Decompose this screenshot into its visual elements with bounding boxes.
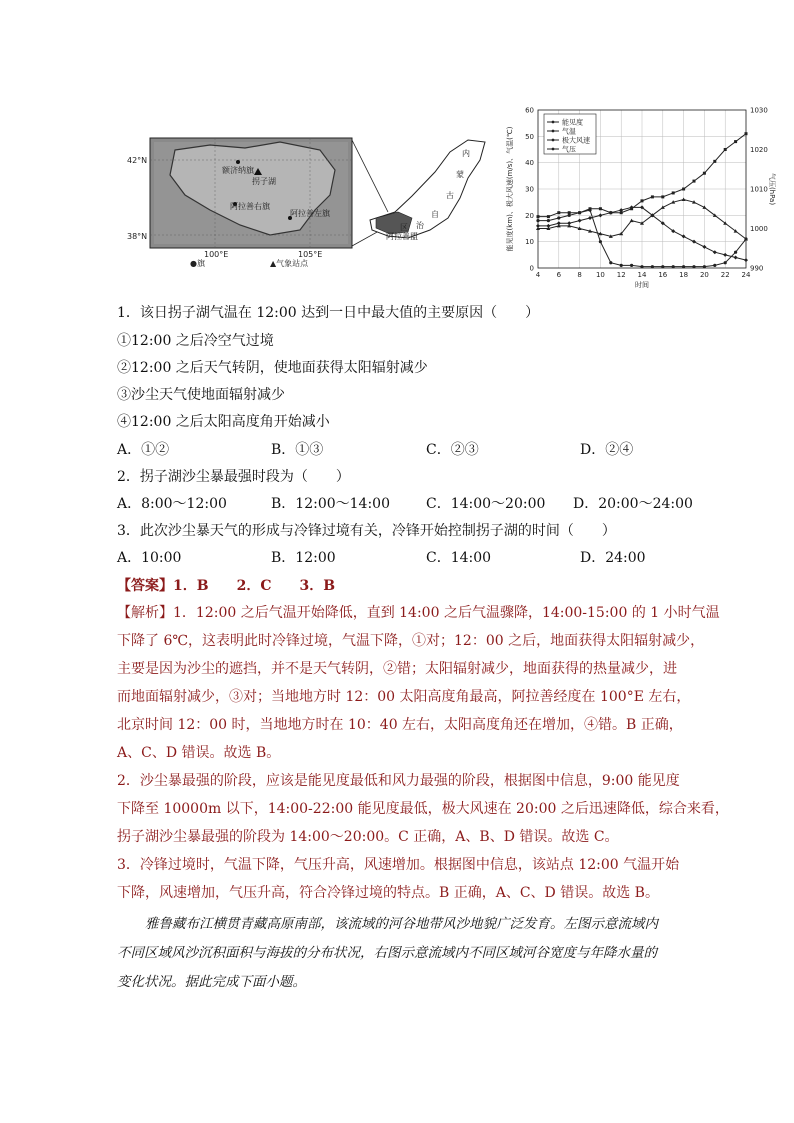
y-tick-label-left: 60 — [525, 106, 534, 115]
data-point — [630, 207, 633, 210]
data-point — [589, 207, 592, 210]
data-point — [734, 255, 738, 259]
region-map — [127, 100, 512, 270]
data-point — [682, 188, 685, 191]
data-point — [609, 211, 612, 214]
data-point — [692, 240, 696, 244]
q3-option-c: C．14:00 — [426, 550, 492, 566]
inset-char-3: 古 — [446, 191, 454, 200]
q1-option-b: B．①③ — [271, 442, 324, 458]
x-tick-label: 22 — [720, 271, 730, 279]
data-point — [598, 213, 602, 217]
question-2: 2．拐子湖沙尘暴最强时段为（ ） — [117, 469, 350, 485]
legend-marker — [552, 148, 555, 151]
question-1: 1．该日拐子湖气温在 12:00 达到一日中最大值的主要原因（ ） — [117, 305, 540, 321]
inset-label: 阿拉善盟 — [386, 232, 418, 241]
data-point — [547, 219, 550, 222]
intro-line: 不同区域风沙沉积面积与海拔的分布状况，右图示意流域内不同区域河谷宽度与年降水量的 — [117, 945, 657, 961]
q3-option-a: A．10:00 — [117, 550, 182, 566]
data-point — [724, 261, 727, 264]
legend-marker — [552, 130, 555, 133]
data-point — [702, 245, 706, 249]
q3-option-b: B．12:00 — [271, 550, 336, 566]
next-question-intro — [117, 910, 677, 997]
y-tick-label-right: 1020 — [750, 146, 768, 154]
intro-line: 变化状况。据此完成下面小题。 — [117, 974, 306, 990]
data-point — [641, 199, 644, 202]
legend-label: 气压 — [562, 145, 576, 154]
data-point — [630, 264, 633, 267]
data-point — [744, 258, 748, 262]
data-point — [630, 219, 634, 223]
data-point — [682, 234, 686, 238]
x-tick-label: 8 — [577, 271, 582, 279]
data-point — [682, 265, 685, 268]
place-guaizi-lake: 拐子湖 — [252, 177, 276, 186]
x-tick-label: 14 — [637, 271, 647, 279]
y-tick-label-right: 1010 — [750, 185, 768, 194]
x-tick-label: 18 — [679, 271, 689, 279]
data-point — [537, 215, 540, 218]
explanation-line: 下降，风速增加，气压升高，符合冷锋过境的特点。B 正确，A、C、D 错误。故选 B。 — [117, 885, 659, 901]
data-point — [703, 172, 706, 175]
data-point — [568, 211, 571, 214]
place-alashan-right: 阿拉善右旗 — [230, 202, 270, 211]
explanation — [117, 599, 729, 907]
explanation-line: 而地面辐射减少，③对；当地地方时 12：00 太阳高度角最高，阿拉善经度在 100°E 左右， — [117, 689, 691, 705]
data-point — [599, 207, 602, 210]
legend-marker — [552, 121, 555, 124]
y-tick-label-left: 0 — [529, 264, 534, 273]
x-tick-label: 20 — [699, 271, 709, 279]
data-point — [723, 253, 727, 257]
data-point — [703, 265, 706, 268]
answer-line: 【答案】1．B 2．C 3．B — [117, 578, 336, 594]
data-point — [693, 180, 696, 183]
intro-line: 雅鲁藏布江横贯青藏高原南部，该流域的河谷地带风沙地貌广泛发育。左图示意流域内 — [145, 916, 658, 932]
y-tick-label-left: 30 — [525, 185, 534, 194]
q2-option-a: A．8:00～12:00 — [117, 496, 227, 512]
data-point — [651, 265, 654, 268]
y-axis-label-left: 能见度(km)、极大风速(m/s)、气温(℃) — [506, 126, 514, 252]
data-point — [682, 198, 686, 202]
q2-option-d: D．20:00～24:00 — [573, 496, 693, 512]
data-point — [713, 160, 716, 163]
q1-statement-1: ①12:00 之后冷空气过境 — [117, 333, 274, 349]
chart-legend — [544, 114, 596, 154]
y-tick-label-right: 1030 — [750, 106, 768, 115]
lat-42-label: 42°N — [127, 156, 148, 165]
data-point — [620, 264, 623, 267]
x-tick-label: 16 — [658, 271, 668, 279]
q1-option-c: C．②③ — [426, 442, 479, 458]
explanation-line: 【解析】1．12:00 之后气温开始降低，直到 14:00 之后气温骤降，14:00-15:00 的 1 小时气温 — [117, 605, 720, 621]
y-tick-label-right: 990 — [750, 264, 764, 273]
legend-label: 气温 — [562, 127, 576, 136]
x-axis-label: 时间 — [635, 281, 649, 289]
y-tick-label-left: 50 — [525, 132, 534, 141]
q3-option-d: D．24:00 — [580, 550, 646, 566]
y-tick-label-left: 20 — [525, 211, 534, 220]
inset-char-5: 治 — [416, 221, 424, 230]
data-point — [692, 265, 695, 268]
question-3: 3．此次沙尘暴天气的形成与冷锋过境有关，冷锋开始控制拐子湖的时间（ ） — [117, 523, 616, 539]
inset-char-4: 自 — [431, 210, 439, 219]
data-point — [578, 211, 581, 214]
x-tick-label: 6 — [556, 271, 562, 279]
explanation-line: 3．冷锋过境时，气温下降，气压升高，风速增加。根据图中信息，该站点 12:00 气温开始 — [117, 857, 680, 873]
explanation-line: 2．沙尘暴最强的阶段，应该是能见度最低和风力最强的阶段，根据图中信息，9:00 能见度 — [117, 773, 680, 789]
q2-option-c: C．14:00～20:00 — [426, 496, 546, 512]
data-point — [724, 148, 727, 151]
x-tick-label: 24 — [741, 271, 751, 279]
legend-banner: ●旗 — [190, 259, 205, 268]
data-point — [578, 219, 582, 223]
q1-option-d: D．②④ — [580, 442, 634, 458]
y-tick-label-left: 10 — [525, 238, 534, 247]
weather-line-chart — [500, 100, 775, 298]
explanation-line: 主要是因为沙尘的遮挡，并不是天气转阴，②错；太阳辐射减少，地面获得的热量减少，进 — [117, 661, 677, 677]
inset-char-1: 内 — [462, 149, 470, 158]
data-point — [734, 251, 737, 254]
q2-option-b: B．12:00～14:00 — [271, 496, 390, 512]
y-tick-label-right: 1000 — [750, 225, 768, 233]
data-point — [568, 214, 571, 217]
data-point — [640, 265, 643, 268]
legend-marker — [552, 139, 555, 142]
y-tick-label-left: 40 — [525, 159, 534, 168]
data-point — [609, 261, 612, 264]
data-point — [620, 211, 623, 214]
data-point — [536, 219, 539, 222]
explanation-line: A、C、D 错误。故选 B。 — [117, 745, 281, 761]
place-ejina: 额济纳旗 — [222, 166, 254, 175]
data-point — [588, 216, 592, 220]
place-alashan-left: 阿拉善左旗 — [290, 209, 330, 218]
data-point — [661, 265, 664, 268]
q1-statement-2: ②12:00 之后天气转阴，使地面获得太阳辐射减少 — [117, 360, 428, 376]
data-point — [661, 195, 664, 198]
data-point — [745, 132, 748, 135]
inset-char-2: 蒙 — [456, 170, 464, 179]
x-tick-label: 10 — [595, 271, 605, 279]
data-point — [599, 240, 602, 243]
explanation-line: 北京时间 12：00 时，当地地方时在 10：40 左右，太阳高度角还在增加，④错。B 正确， — [117, 717, 683, 733]
explanation-line: 下降至 10000m 以下，14:00-22:00 能见度最低，极大风速在 20:00 之后迅速降低，综合来看， — [117, 801, 729, 817]
explanation-line: 拐子湖沙尘暴最强的阶段为 14:00～20:00。C 正确，A、B、D 错误。故选 C。 — [117, 829, 619, 845]
legend-label: 极大风速 — [562, 136, 590, 145]
data-point — [734, 140, 737, 143]
legend-label: 能见度 — [562, 118, 583, 127]
data-point — [547, 215, 550, 218]
lat-38-label: 38°N — [127, 232, 148, 241]
q1-option-a: A．①② — [117, 442, 170, 458]
data-point — [557, 211, 560, 214]
lon-100-label: 100°E — [204, 250, 229, 259]
inset-char-6: 区 — [400, 223, 408, 232]
lon-105-label: 105°E — [298, 250, 323, 259]
data-point — [651, 195, 654, 198]
legend-station: ▲气象站点 — [270, 259, 309, 268]
explanation-line: 下降了 6℃，这表明此时冷锋过境，气温下降，①对；12：00 之后，地面获得太阳辐射减少， — [117, 633, 705, 649]
data-point — [713, 250, 717, 254]
data-point — [713, 264, 716, 267]
x-tick-label: 4 — [535, 271, 541, 279]
data-point — [557, 216, 560, 219]
x-tick-label: 12 — [616, 271, 626, 279]
q1-statement-3: ③沙尘天气使地面辐射减少 — [117, 387, 285, 403]
data-point — [672, 191, 675, 194]
data-point — [672, 265, 675, 268]
y-axis-label-right: 气压(hPa) — [768, 172, 776, 206]
q1-statement-4: ④12:00 之后太阳高度角开始减小 — [117, 414, 330, 430]
